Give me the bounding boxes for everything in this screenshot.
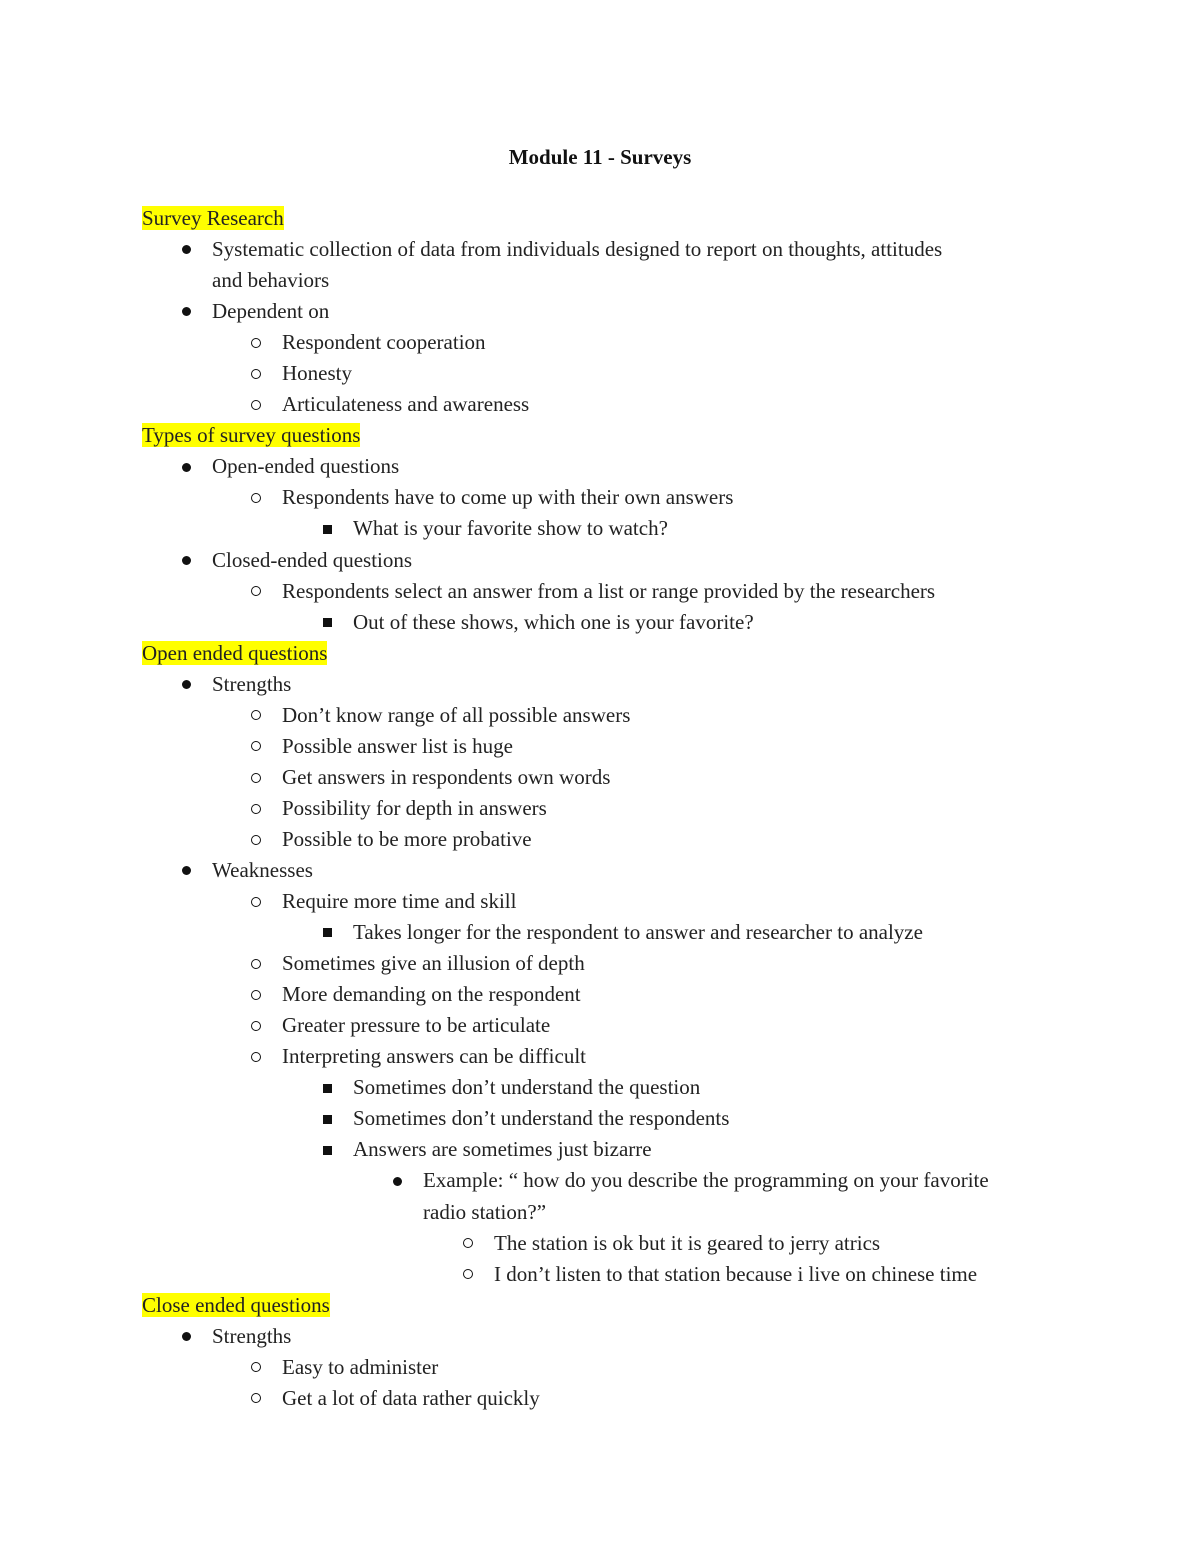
bullet-circle-icon [246, 886, 266, 917]
bullet-circle-icon [246, 700, 266, 731]
list-item-text: Sometimes give an illusion of depth [282, 951, 585, 976]
list-item-text: Respondents select an answer from a list or range provided by the researchers [282, 578, 936, 603]
list-item [142, 948, 1072, 979]
list-item-text: Interpreting answers can be difficult [282, 1044, 586, 1069]
list-item-text: Greater pressure to be articulate [282, 1013, 551, 1038]
list-item-text: Don’t know range of all possible answers [282, 702, 631, 727]
list-item-text: The station is ok but it is geared to jerry atrics [494, 1230, 881, 1255]
bullet-circle-icon [246, 482, 266, 513]
list-item [142, 886, 1072, 917]
bullet-circle-icon [458, 1228, 478, 1259]
list-item [142, 296, 1072, 327]
bullet-disc-icon [176, 1321, 196, 1352]
list-item [142, 234, 1072, 265]
list-item-text: Closed-ended questions [212, 547, 413, 572]
list-item [142, 824, 1072, 855]
bullet-circle-icon [246, 358, 266, 389]
list-item-text: Answers are sometimes just bizarre [353, 1137, 652, 1162]
bullet-disc-icon [176, 234, 196, 265]
bullet-circle-icon [246, 979, 266, 1010]
bullet-circle-icon [246, 389, 266, 420]
bullet-circle-icon [246, 824, 266, 855]
list-item-text: Dependent on [212, 299, 330, 324]
list-item [142, 1383, 1072, 1414]
list-item-text: Respondents have to come up with their own answers [282, 485, 734, 510]
list-item-text: Honesty [282, 361, 352, 386]
bullet-square-icon [317, 1134, 337, 1165]
list-item [142, 1228, 1072, 1259]
list-item-text: Easy to administer [282, 1354, 439, 1379]
section-heading [142, 638, 1072, 669]
list-item-text: I don’t listen to that station because i live on chinese time [494, 1261, 978, 1286]
list-item [142, 731, 1072, 762]
list-item [142, 1134, 1072, 1165]
list-item-text: Articulateness and awareness [282, 392, 530, 417]
list-item [142, 389, 1072, 420]
bullet-disc-icon [176, 545, 196, 576]
list-item [142, 327, 1072, 358]
bullet-circle-icon [246, 1383, 266, 1414]
list-item [142, 482, 1072, 513]
bullet-square-icon [317, 1072, 337, 1103]
list-item-text: Strengths [212, 1323, 292, 1348]
list-item [142, 607, 1072, 638]
list-item-text: Possibility for depth in answers [282, 795, 547, 820]
list-item-text: Example: “ how do you describe the programming on your favorite [423, 1168, 989, 1193]
section-heading [142, 420, 1072, 451]
list-item [142, 1259, 1072, 1290]
list-item [142, 979, 1072, 1010]
bullet-circle-icon [246, 576, 266, 607]
list-item [142, 762, 1072, 793]
highlighted-heading-text: Open ended questions [142, 640, 328, 665]
bullet-circle-icon [246, 793, 266, 824]
list-item-text: Require more time and skill [282, 889, 517, 914]
list-item-text: Sometimes don’t understand the respondents [353, 1106, 730, 1131]
bullet-disc-icon [176, 451, 196, 482]
list-item [142, 1103, 1072, 1134]
list-item [142, 1072, 1072, 1103]
highlighted-heading-text: Survey Research [142, 206, 284, 230]
bullet-disc-icon [176, 669, 196, 700]
bullet-disc-icon [176, 855, 196, 886]
bullet-disc-icon [176, 296, 196, 327]
list-item [142, 793, 1072, 824]
bullet-circle-icon [246, 762, 266, 793]
section-heading [142, 1290, 1072, 1321]
list-item-text: Sometimes don’t understand the question [353, 1075, 701, 1100]
list-item [142, 1010, 1072, 1041]
list-item-text: Get a lot of data rather quickly [282, 1385, 540, 1410]
document-body [142, 203, 1072, 1414]
bullet-circle-icon [246, 731, 266, 762]
bullet-disc-icon [387, 1165, 407, 1196]
list-item-text: Strengths [212, 671, 292, 696]
section-heading [142, 203, 1072, 234]
bullet-circle-icon [246, 1010, 266, 1041]
page-title: Module 11 - Surveys [508, 145, 692, 169]
list-item [142, 1165, 1072, 1196]
list-item-text: Takes longer for the respondent to answer and researcher to analyze [353, 920, 923, 945]
list-item-text: Out of these shows, which one is your favorite? [353, 609, 754, 634]
highlighted-heading-text: Close ended questions [142, 1292, 330, 1317]
list-item-text: More demanding on the respondent [282, 982, 581, 1007]
list-item [142, 700, 1072, 731]
list-item [142, 1321, 1072, 1352]
list-item [142, 1041, 1072, 1072]
list-item [142, 513, 1072, 544]
list-item-text: Possible answer list is huge [282, 733, 513, 758]
highlighted-heading-text: Types of survey questions [142, 423, 361, 448]
list-item-continuation: radio station?” [423, 1199, 547, 1224]
bullet-square-icon [317, 917, 337, 948]
bullet-square-icon [317, 607, 337, 638]
list-item [142, 669, 1072, 700]
list-item [142, 917, 1072, 948]
list-item [142, 576, 1072, 607]
list-item-text: Get answers in respondents own words [282, 764, 611, 789]
list-item [142, 451, 1072, 482]
list-item [142, 358, 1072, 389]
bullet-circle-icon [246, 1352, 266, 1383]
list-item-text: Possible to be more probative [282, 826, 532, 851]
bullet-circle-icon [246, 948, 266, 979]
list-item-text: Systematic collection of data from individuals designed to report on thoughts, attitudes [212, 237, 943, 262]
bullet-circle-icon [246, 1041, 266, 1072]
bullet-circle-icon [458, 1259, 478, 1290]
list-item-text: What is your favorite show to watch? [353, 516, 668, 541]
list-item-text: Open-ended questions [212, 454, 400, 479]
list-item-text: Weaknesses [212, 857, 313, 882]
bullet-circle-icon [246, 327, 266, 358]
list-item-continuation: and behaviors [212, 268, 330, 293]
bullet-square-icon [317, 513, 337, 544]
list-item [142, 1352, 1072, 1383]
bullet-square-icon [317, 1103, 337, 1134]
list-item [142, 855, 1072, 886]
list-item-text: Respondent cooperation [282, 330, 486, 355]
list-item [142, 545, 1072, 576]
